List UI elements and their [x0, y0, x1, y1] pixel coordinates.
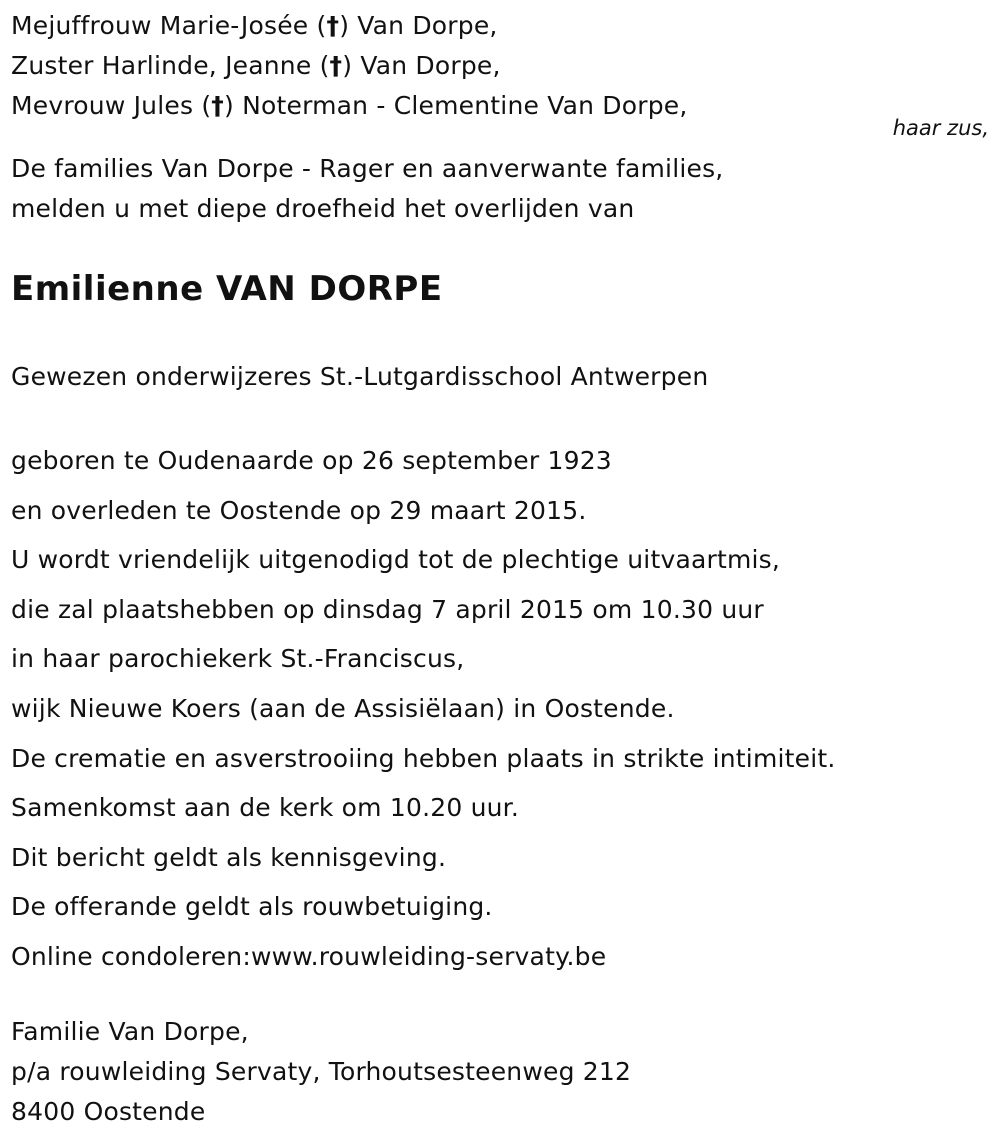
detail-line: die zal plaatshebben op dinsdag 7 april 2015 om 10.30 uur — [11, 594, 764, 624]
relative-text: ) Noterman - Clementine Van Dorpe, — [223, 91, 688, 120]
detail-line: Samenkomst aan de kerk om 10.20 uur. — [11, 793, 520, 823]
cross-icon: † — [329, 51, 343, 80]
detail-line: en overleden te Oostende op 29 maart 2015. — [11, 495, 587, 525]
families-line: De families Van Dorpe - Rager en aanverwante families, — [11, 154, 724, 183]
relative-text: Zuster Harlinde, Jeanne ( — [11, 51, 330, 80]
families-line: melden u met diepe droefheid het overlijden van — [11, 194, 635, 223]
relative-text: ) Van Dorpe, — [339, 11, 498, 40]
detail-line: De crematie en asverstrooiing hebben plaats in strikte intimiteit. — [11, 743, 836, 773]
relative-line — [11, 6, 688, 46]
occupation: Gewezen onderwijzeres St.-Lutgardisschool Antwerpen — [11, 362, 709, 391]
cross-icon: † — [326, 11, 340, 40]
relatives-list — [11, 6, 688, 126]
detail-line: in haar parochiekerk St.-Franciscus, — [11, 644, 465, 674]
relative-text: ) Van Dorpe, — [342, 51, 501, 80]
families-announcement — [11, 149, 723, 229]
address-line: Familie Van Dorpe, — [11, 1017, 249, 1046]
relative-line — [11, 46, 688, 86]
condolence-link-line: Online condoleren:www.rouwleiding-servaty.be — [11, 941, 607, 971]
deceased-name: Emilienne VAN DORPE — [11, 269, 443, 309]
relative-text: Mevrouw Jules ( — [11, 91, 212, 120]
detail-line: geboren te Oudenaarde op 26 september 1923 — [11, 446, 612, 475]
relative-line — [11, 86, 688, 126]
detail-line: wijk Nieuwe Koers (aan de Assisiëlaan) in Oostende. — [11, 693, 675, 723]
cross-icon: † — [211, 91, 224, 120]
detail-line: De offerande geldt als rouwbetuiging. — [11, 892, 493, 922]
address-line: p/a rouwleiding Servaty, Torhoutsesteenweg 212 — [11, 1057, 632, 1086]
detail-line: U wordt vriendelijk uitgenodigd tot de plechtige uitvaartmis, — [11, 545, 781, 575]
relation-label: haar zus, — [892, 116, 989, 140]
funeral-details — [11, 436, 836, 982]
address-line: 8400 Oostende — [11, 1097, 206, 1126]
relative-text: Mejuffrouw Marie-Josée ( — [11, 11, 327, 40]
contact-address — [11, 1012, 631, 1132]
detail-line: Dit bericht geldt als kennisgeving. — [11, 842, 447, 872]
